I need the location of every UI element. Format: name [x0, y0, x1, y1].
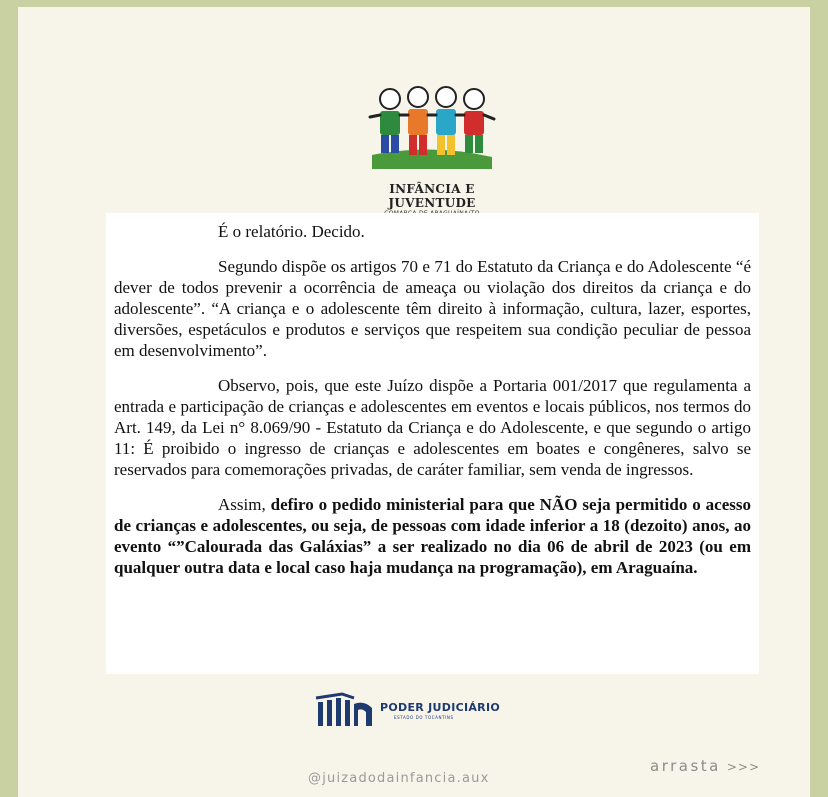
paragraph-2: Segundo dispõe os artigos 70 e 71 do Estatuto da Criança e do Adolescente “é dever de todos prevenir a ocorrência de ameaça ou violação dos direitos da criança e do adolescente”. “A criança e o adolescente têm direito à informação, cultura, lazer, esportes, diversões, espetáculos e produtos e serviços que respeitem sua condição peculiar de pessoa em desenvolvimento”. [114, 257, 751, 360]
header-logo [348, 77, 516, 217]
footer-logo [314, 692, 500, 728]
paragraph-4-decision: defiro o pedido ministerial para que NÃO seja permitido o acesso de crianças e adolescentes, ou seja, de pessoas com idade inferior a 18 (dezoito) anos, ao evento “”Calourada das Galáxias” a ser realizado no dia 06 de abril de 2023 (ou em qualquer outra data e local caso haja mudança na programação), em Araguaína. [114, 495, 751, 577]
paragraph-3: Observo, pois, que este Juízo dispõe a Portaria 001/2017 que regulamenta a entrada e participação de crianças e adolescentes em eventos e locais públicos, nos termos do Art. 149, da Lei n° 8.069/90 - Estatuto da Criança e do Adolescente, e que segundo o artigo 11: É proibido o ingresso de crianças e adolescentes em boates e congêneres, salvo se reservados para comemorações privadas, de caráter familiar, sem venda de ingressos. [114, 376, 751, 479]
paragraph-4 [114, 494, 751, 578]
swipe-hint[interactable] [650, 757, 760, 775]
swipe-label: arrasta [650, 757, 721, 775]
footer-logo-text [380, 701, 500, 720]
paragraph-1: É o relatório. Decido. [218, 222, 365, 241]
instagram-handle: @juizadodainfancia.aux [308, 771, 490, 786]
logo-title: INFÂNCIA E JUVENTUDE [388, 182, 476, 210]
footer-logo-title: PODER JUDICIÁRIO [380, 700, 500, 714]
building-columns-icon [314, 692, 376, 728]
swipe-arrows-icon: >>> [726, 760, 761, 774]
footer-logo-subtitle: ESTADO DO TOCANTINS [394, 714, 454, 720]
paragraph-4-lead: Assim, [218, 495, 271, 514]
post-card [18, 7, 810, 797]
document-excerpt [106, 213, 759, 674]
children-holding-hands-icon [362, 77, 502, 175]
